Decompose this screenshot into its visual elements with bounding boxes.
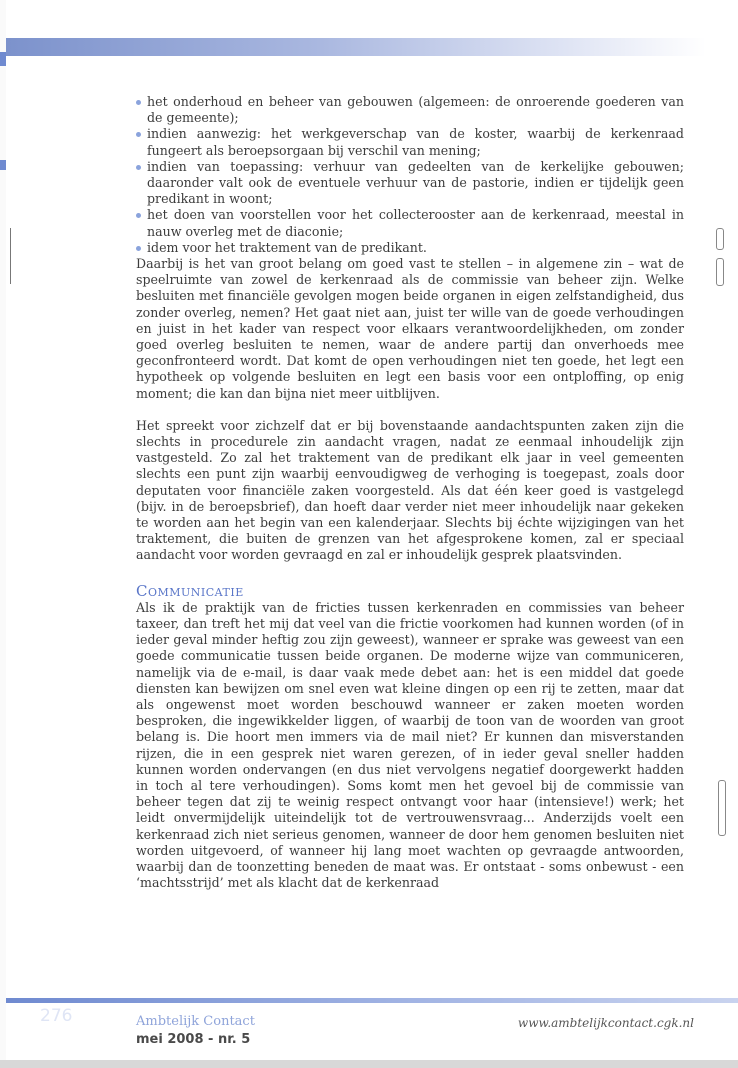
header-color-band <box>6 38 706 56</box>
list-item: het doen van voorstellen voor het collecterooster aan de kerkenraad, meestal in nauw overleg met de diaconie; <box>136 207 684 239</box>
list-item: het onderhoud en beheer van gebouwen (algemeen: de onroerende goederen van de gemeente); <box>136 94 684 126</box>
article-body <box>136 94 684 891</box>
list-item: idem voor het traktement van de predikant. <box>136 240 684 256</box>
issue-label: mei 2008 - nr. 5 <box>136 1032 251 1047</box>
binding-clip-mark <box>716 258 724 286</box>
left-margin-line <box>10 228 11 284</box>
paragraph: Het spreekt voor zichzelf dat er bij bovenstaande aandachtspunten zaken zijn die slechts in procedurele zin aandacht vragen, nadat ze eenmaal inhoudelijk zijn vastgesteld. Zo zal het traktement van de predikant elk jaar in veel gemeenten slechts een punt zijn waarbij eenvoudigweg de verhoging is toegepast, zoals door deputaten voor financiële zaken voorgesteld. Als dat één keer goed is vastgelegd (bijv. in de beroepsbrief), dan hoeft daar verder niet meer inhoudelijk naar gekeken te worden aan het begin van een kalenderjaar. Slechts bij échte wijzigingen van het traktement, die buiten de grenzen van het afgesprokene komen, zal er speciaal aandacht voor worden gevraagd en zal er inhoudelijk gesprek plaatsvinden. <box>136 417 684 563</box>
list-item: indien van toepassing: verhuur van gedeelten van de kerkelijke gebouwen; daaronder valt ook de eventuele verhuur van de pastorie, indien er tijdelijk geen predikant in woont; <box>136 159 684 208</box>
list-item: indien aanwezig: het werkgeverschap van de koster, waarbij de kerkenraad fungeert als beroepsorgaan bij verschil van mening; <box>136 126 684 158</box>
website-url: www.ambtelijkcontact.cgk.nl <box>517 1016 694 1030</box>
paragraph: Als ik de praktijk van de fricties tussen kerkenraden en commissies van beheer taxeer, dan treft het mij dat veel van die frictie voorkomen had kunnen worden (of in ieder geval minder heftig zou zijn geweest), wanneer er sprake was geweest van een goede communicatie tussen beide organen. De moderne wijze van communiceren, namelijk via de e-mail, is daar vaak mede debet aan: het is een middel dat goede diensten kan bewijzen om snel even wat kleine dingen op een rij te zetten, maar dat als ongewenst moet worden beschouwd wanneer er zaken moeten worden besproken, die ingewikkelder liggen, of waarbij de toon van de woorden van groot belang is. Die hoort men immers via de mail niet? Er kunnen dan misverstanden rijzen, die in een gesprek niet waren gerezen, of in ieder geval sneller hadden kunnen worden ondervangen (en dus niet vervolgens negatief doorgewerkt hadden in toch al tere verhoudingen). Soms komt men het gevoel bij de commissie van beheer tegen dat zij te weinig respect ontvangt voor haar (intensieve!) werk; het leidt onvermijdelijk uiteindelijk tot de vertrouwensvraag... Anderzijds voelt een kerkenraad zich niet serieus genomen, wanneer de door hem genomen besluiten niet worden uitgevoerd, of wanneer hij lang moet wachten op gevraagde antwoorden, waarbij dan de toonzetting beneden de maat was. Er ontstaat - soms onbewust - een ‘machtsstrijd’ met als klacht dat de kerkenraad <box>136 599 684 891</box>
binding-clip-mark <box>716 228 724 250</box>
section-heading: Communicatie <box>136 581 244 600</box>
page-number: 276 <box>40 1006 73 1026</box>
responsibility-list <box>136 94 684 256</box>
bottom-page-edge <box>0 1060 738 1068</box>
footer-color-band <box>6 998 738 1003</box>
magazine-title: Ambtelijk Contact <box>136 1014 255 1029</box>
binding-clip-mark <box>718 780 726 836</box>
left-margin-mark <box>0 160 6 170</box>
paragraph: Daarbij is het van groot belang om goed vast te stellen – in algemene zin – wat de speelruimte van zowel de kerkenraad als de commissie van beheer zijn. Welke besluiten met financiële gevolgen mogen beide organen in eigen zelfstandigheid, dus zonder overleg, nemen? Het gaat niet aan, juist ter wille van de goede verhoudingen en juist in het kader van respect voor elkaars verantwoordelijkheden, om zonder goed overleg besluiten te nemen, waar de andere partij dan onverhoeds mee geconfronteerd wordt. Dat komt de open verhoudingen niet ten goede, het legt een hypotheek op volgende besluiten en legt een basis voor een ontploffing, op enig moment; die kan dan bijna niet meer uitblijven. <box>136 256 684 401</box>
